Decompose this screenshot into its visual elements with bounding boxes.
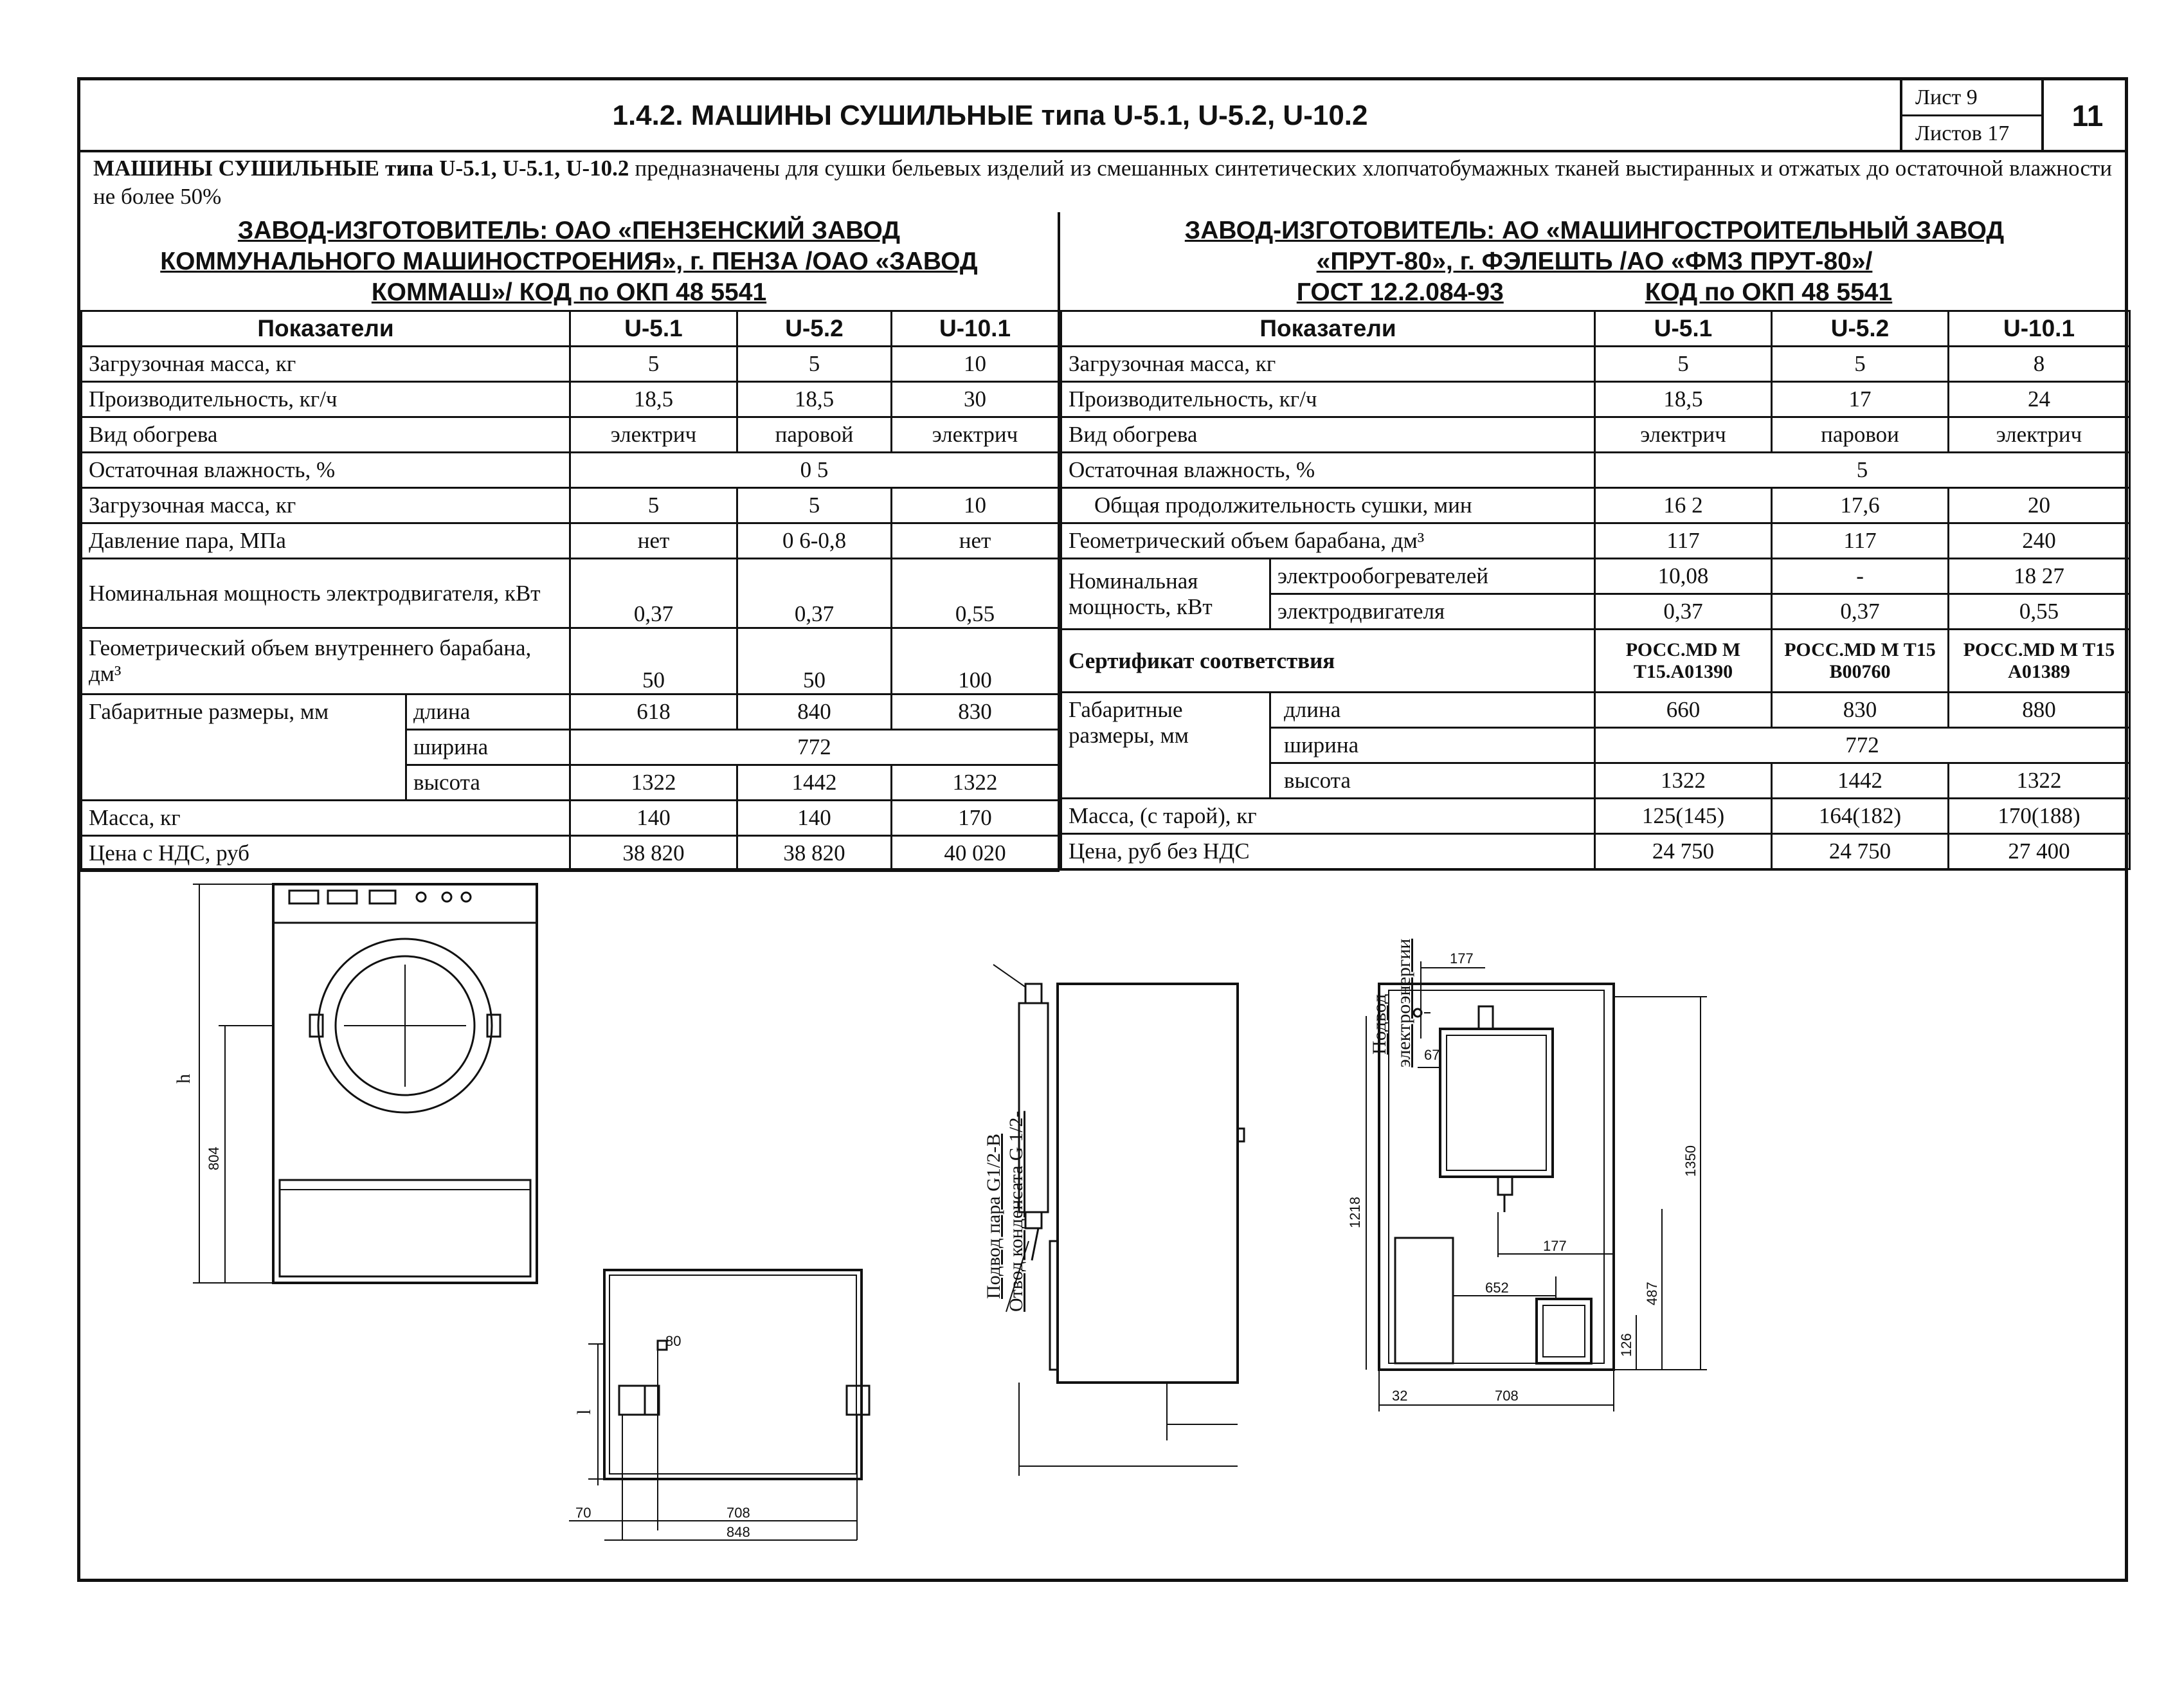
cell: 0,37: [570, 559, 737, 628]
row-label: Загрузочная масса, кг: [1061, 347, 1595, 382]
cell: -: [1772, 559, 1949, 594]
cell: 0,37: [737, 559, 892, 628]
cell: 50: [737, 628, 892, 694]
table-row: [1061, 693, 2130, 728]
row-label: Масса, кг: [82, 801, 570, 836]
cell: 24 750: [1772, 834, 1949, 869]
cell: 18,5: [570, 382, 737, 417]
row-label: Давление пара, МПа: [82, 523, 570, 559]
intro-bold: МАШИНЫ СУШИЛЬНЫЕ типа U-5.1, U-5.1, U-10.2: [93, 156, 629, 181]
cell: 8: [1949, 347, 2130, 382]
header-cell: U-5.2: [737, 311, 892, 347]
cell: нет: [570, 523, 737, 559]
cell: 5: [737, 347, 892, 382]
front-view-drawing: [193, 884, 537, 1283]
row-label: Остаточная влажность, %: [1061, 453, 1595, 488]
header-cell: U-10.1: [892, 311, 1059, 347]
header-cell: Показатели: [1061, 311, 1595, 347]
row-label: Габаритные размеры, мм: [82, 694, 406, 801]
sub-label: ширина: [1270, 728, 1595, 763]
cell: электрич: [1949, 417, 2130, 453]
table-row: [1061, 799, 2130, 834]
dim-67: 67: [1424, 1047, 1440, 1063]
row-label: Геометрический объем внутреннего барабана, дм³: [82, 628, 570, 694]
cell: 0 6-0,8: [737, 523, 892, 559]
cell: 1322: [892, 765, 1059, 801]
cell: 0 5: [570, 453, 1059, 488]
table-row: [1061, 382, 2130, 417]
cell: 0,55: [892, 559, 1059, 628]
cell: 50: [570, 628, 737, 694]
cell: 38 820: [570, 836, 737, 871]
sheet-info: [1900, 80, 2041, 151]
cell: 140: [570, 801, 737, 836]
cell: 880: [1949, 693, 2130, 728]
table-row: [1061, 488, 2130, 523]
cell: 16 2: [1595, 488, 1772, 523]
right-spec-table: [1060, 310, 2131, 870]
sub-label: высота: [1270, 763, 1595, 799]
cell: 27 400: [1949, 834, 2130, 869]
cell: 24: [1949, 382, 2130, 417]
power-inlet-label-2: электроэнергии: [1393, 938, 1414, 1067]
technical-drawings: [80, 868, 2125, 1582]
cell: 17: [1772, 382, 1949, 417]
cell: 660: [1595, 693, 1772, 728]
cell: 0,55: [1949, 594, 2130, 630]
left-manufacturer: [80, 215, 1058, 308]
intro-paragraph: [93, 154, 2112, 211]
table-header-row: [1061, 311, 2130, 347]
header-divider: [80, 150, 2125, 152]
dim-708-back: 708: [1495, 1388, 1519, 1404]
cell: 830: [892, 694, 1059, 730]
power-inlet-label-1: Подвод: [1369, 994, 1390, 1055]
cell: 18,5: [737, 382, 892, 417]
cell: 1322: [570, 765, 737, 801]
side-view-drawing: [993, 965, 1244, 1476]
dim-32: 32: [1392, 1388, 1408, 1404]
cell: 10,08: [1595, 559, 1772, 594]
cell: 117: [1772, 523, 1949, 559]
row-label: Цена с НДС, руб: [82, 836, 570, 871]
header-cell: U-5.2: [1772, 311, 1949, 347]
drawings-area: [80, 868, 2131, 1582]
plan-view-drawing: [569, 1270, 869, 1540]
cell: 1442: [1772, 763, 1949, 799]
table-row: [82, 523, 1059, 559]
cell: 618: [570, 694, 737, 730]
row-label: Производительность, кг/ч: [1061, 382, 1595, 417]
row-label: Вид обогрева: [1061, 417, 1595, 453]
row-label: Габаритные размеры, мм: [1061, 693, 1270, 799]
cell: электрич: [892, 417, 1059, 453]
table-header-row: [82, 311, 1059, 347]
dim-80: 80: [665, 1333, 681, 1349]
page-number: 11: [2041, 80, 2131, 151]
cell: 772: [570, 730, 1059, 765]
right-mfg-line: «ПРУТ-80», г. ФЭЛЕШТЬ /АО «ФМЗ ПРУТ-80»/: [1316, 248, 1873, 275]
sheet-number: Лист 9: [1902, 80, 2041, 116]
header-cell: U-5.1: [1595, 311, 1772, 347]
cell: 125(145): [1595, 799, 1772, 834]
table-row: [1061, 417, 2130, 453]
row-label: Остаточная влажность, %: [82, 453, 570, 488]
cell: 38 820: [737, 836, 892, 871]
cell: электрич: [570, 417, 737, 453]
left-mfg-line: ЗАВОД-ИЗГОТОВИТЕЛЬ: ОАО «ПЕНЗЕНСКИЙ ЗАВОД: [237, 217, 901, 244]
cell: 840: [737, 694, 892, 730]
row-label: Цена, руб без НДС: [1061, 834, 1595, 869]
sub-label: высота: [406, 765, 570, 801]
left-mfg-line: КОММУНАЛЬНОГО МАШИНОСТРОЕНИЯ», г. ПЕНЗА /ОАО «ЗАВОД: [160, 248, 978, 275]
steam-inlet-label: Подвод пара G1/2-B: [983, 1133, 1004, 1299]
cell: 5: [1595, 347, 1772, 382]
cell: 1322: [1595, 763, 1772, 799]
row-label: Загрузочная масса, кг: [82, 347, 570, 382]
dim-177-mid: 177: [1543, 1238, 1567, 1254]
cell: 5: [737, 488, 892, 523]
cell: 30: [892, 382, 1059, 417]
dim-708-plan: 708: [726, 1505, 750, 1521]
dim-h: h: [173, 1074, 194, 1084]
cell: 240: [1949, 523, 2130, 559]
table-row: [82, 801, 1059, 836]
cell: 10: [892, 347, 1059, 382]
cell: РОСС.MD M T15.A01390: [1595, 630, 1772, 693]
cell: РОСС.MD M T15 A01389: [1949, 630, 2130, 693]
right-mfg-line: ЗАВОД-ИЗГОТОВИТЕЛЬ: АО «МАШИНГОСТРОИТЕЛЬНЫЙ ЗАВОД: [1184, 217, 2005, 244]
back-view-drawing: [1366, 961, 1707, 1411]
right-mfg-codes: [1058, 277, 2131, 308]
cell: 0,37: [1595, 594, 1772, 630]
table-row: [1061, 453, 2130, 488]
sub-label: длина: [406, 694, 570, 730]
table-row: [82, 836, 1059, 871]
document-frame: [77, 77, 2128, 1582]
table-row: [82, 559, 1059, 628]
dim-126: 126: [1618, 1333, 1634, 1357]
table-row: [82, 453, 1059, 488]
cell: 772: [1595, 728, 2130, 763]
condensate-outlet-label: Отвод конденсата G 1/2-: [1006, 1111, 1027, 1312]
row-label: Производительность, кг/ч: [82, 382, 570, 417]
cell: 10: [892, 488, 1059, 523]
table-row: [82, 488, 1059, 523]
cell: 20: [1949, 488, 2130, 523]
cell: паровои: [1772, 417, 1949, 453]
sub-label: длина: [1270, 693, 1595, 728]
sub-label: электродвигателя: [1270, 594, 1595, 630]
table-row: [1061, 630, 2130, 693]
cell: 100: [892, 628, 1059, 694]
dim-1218: 1218: [1347, 1197, 1363, 1228]
cell: нет: [892, 523, 1059, 559]
table-row: [1061, 559, 2130, 594]
cell: 18 27: [1949, 559, 2130, 594]
row-label: Геометрический объем барабана, дм³: [1061, 523, 1595, 559]
cell: 0,37: [1772, 594, 1949, 630]
table-row: [1061, 347, 2130, 382]
header-cell: U-5.1: [570, 311, 737, 347]
table-row: [82, 347, 1059, 382]
cell: паровой: [737, 417, 892, 453]
cell: 830: [1772, 693, 1949, 728]
dim-70: 70: [575, 1505, 591, 1521]
table-row: [82, 628, 1059, 694]
cell: 170(188): [1949, 799, 2130, 834]
cell: 1322: [1949, 763, 2130, 799]
table-row: [82, 694, 1059, 730]
cell: 5: [570, 488, 737, 523]
dim-1350: 1350: [1683, 1145, 1699, 1177]
header-cell: U-10.1: [1949, 311, 2130, 347]
dim-l: l: [573, 1409, 595, 1415]
cell: 1442: [737, 765, 892, 801]
cell: 140: [737, 801, 892, 836]
cell: электрич: [1595, 417, 1772, 453]
cell: 170: [892, 801, 1059, 836]
row-label: Загрузочная масса, кг: [82, 488, 570, 523]
cell: РОСС.MD M T15 B00760: [1772, 630, 1949, 693]
gost-code: ГОСТ 12.2.084-93: [1296, 278, 1504, 306]
dim-652: 652: [1485, 1280, 1509, 1296]
cell: 18,5: [1595, 382, 1772, 417]
dim-848: 848: [726, 1524, 750, 1540]
sheets-total: Листов 17: [1915, 121, 2010, 145]
cell: 40 020: [892, 836, 1059, 871]
row-label: Номинальная мощность, кВт: [1061, 559, 1270, 630]
table-row: [82, 417, 1059, 453]
dim-177-top: 177: [1450, 950, 1474, 967]
left-spec-table: [80, 310, 1060, 872]
dim-804: 804: [206, 1147, 222, 1170]
row-label: Сертификат соответствия: [1061, 630, 1595, 693]
right-manufacturer: [1058, 215, 2131, 308]
sub-label: ширина: [406, 730, 570, 765]
row-label: Вид обогрева: [82, 417, 570, 453]
header-cell: Показатели: [82, 311, 570, 347]
row-label: Масса, (с тарой), кг: [1061, 799, 1595, 834]
cell: 5: [1595, 453, 2130, 488]
cell: 5: [570, 347, 737, 382]
cell: 24 750: [1595, 834, 1772, 869]
cell: 117: [1595, 523, 1772, 559]
table-row: [1061, 834, 2130, 869]
okp-code: КОД по ОКП 48 5541: [1645, 278, 1893, 306]
dim-487: 487: [1644, 1282, 1660, 1305]
intro-text: предназначены для сушки бельевых изделий из смешанных синтетических хлопчатобумажных тканей выстиранных и отжатых до остаточной влажности не более 50%: [93, 156, 2112, 209]
sub-label: электрообогревателей: [1270, 559, 1595, 594]
table-row: [1061, 523, 2130, 559]
cell: 17,6: [1772, 488, 1949, 523]
page-title: 1.4.2. МАШИНЫ СУШИЛЬНЫЕ типа U-5.1, U-5.2, U-10.2: [612, 100, 1368, 131]
table-row: [82, 382, 1059, 417]
cell: 164(182): [1772, 799, 1949, 834]
cell: 5: [1772, 347, 1949, 382]
row-label: Общая продолжительность сушки, мин: [1061, 488, 1595, 523]
left-mfg-line: КОММАШ»/ КОД по ОКП 48 5541: [371, 278, 767, 306]
row-label: Номинальная мощность электродвигателя, кВт: [82, 559, 570, 628]
